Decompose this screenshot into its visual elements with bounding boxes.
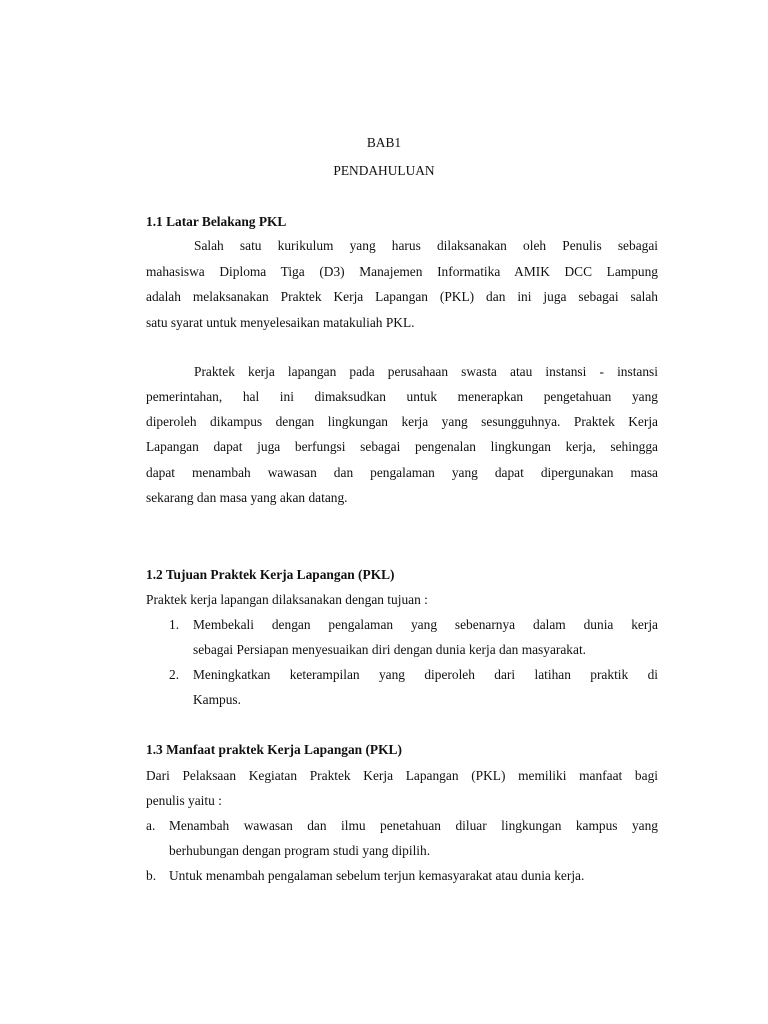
paragraph-line: Lapangan dapat juga berfungsi sebagai pengenalan lingkungan kerja, sehingga — [146, 439, 658, 454]
list-marker: a. — [146, 818, 156, 833]
paragraph-line: dapat menambah wawasan dan pengalaman yang dapat dipergunakan masa — [146, 465, 658, 480]
section-1-heading: 1.1 Latar Belakang PKL — [146, 214, 287, 229]
paragraph-line: pemerintahan, hal ini dimaksudkan untuk menerapkan pengetahuan yang — [146, 389, 658, 404]
list-item-line: Membekali dengan pengalaman yang sebenarnya dalam dunia kerja — [193, 617, 658, 632]
list-item-line: Untuk menambah pengalaman sebelum terjun kemasyarakat atau dunia kerja. — [169, 868, 585, 883]
chapter-number: BAB1 — [366, 135, 402, 150]
section-2-heading: 1.2 Tujuan Praktek Kerja Lapangan (PKL) — [146, 567, 395, 582]
section-2-intro: Praktek kerja lapangan dilaksanakan dengan tujuan : — [146, 592, 428, 607]
list-item-line: berhubungan dengan program studi yang dipilih. — [169, 843, 431, 858]
section-3-heading: 1.3 Manfaat praktek Kerja Lapangan (PKL) — [146, 742, 402, 757]
list-item-line: Meningkatkan keterampilan yang diperoleh dari latihan praktik di — [193, 667, 658, 682]
paragraph-line: Salah satu kurikulum yang harus dilaksanakan oleh Penulis sebagai — [194, 238, 658, 253]
paragraph-line: diperoleh dikampus dengan lingkungan kerja yang sesungguhnya. Praktek Kerja — [146, 414, 658, 429]
paragraph-line: mahasiswa Diploma Tiga (D3) Manajemen Informatika AMIK DCC Lampung — [146, 264, 658, 279]
list-marker: 2. — [169, 667, 180, 682]
paragraph-line: adalah melaksanakan Praktek Kerja Lapangan (PKL) dan ini juga sebagai salah — [146, 289, 658, 304]
list-item-line: Kampus. — [193, 692, 241, 707]
paragraph-line: Praktek kerja lapangan pada perusahaan swasta atau instansi - instansi — [194, 364, 658, 379]
list-marker: 1. — [169, 617, 180, 632]
list-marker: b. — [146, 868, 157, 883]
paragraph-line: sekarang dan masa yang akan datang. — [146, 490, 348, 505]
list-item-line: Menambah wawasan dan ilmu penetahuan diluar lingkungan kampus yang — [169, 818, 658, 833]
chapter-title: PENDAHULUAN — [333, 163, 435, 178]
section-3-intro-line: penulis yaitu : — [146, 793, 222, 808]
paragraph-line: satu syarat untuk menyelesaikan matakuliah PKL. — [146, 315, 415, 330]
section-3-intro-line: Dari Pelaksaan Kegiatan Praktek Kerja Lapangan (PKL) memiliki manfaat bagi — [146, 768, 658, 783]
list-item-line: sebagai Persiapan menyesuaikan diri dengan dunia kerja dan masyarakat. — [193, 642, 587, 657]
